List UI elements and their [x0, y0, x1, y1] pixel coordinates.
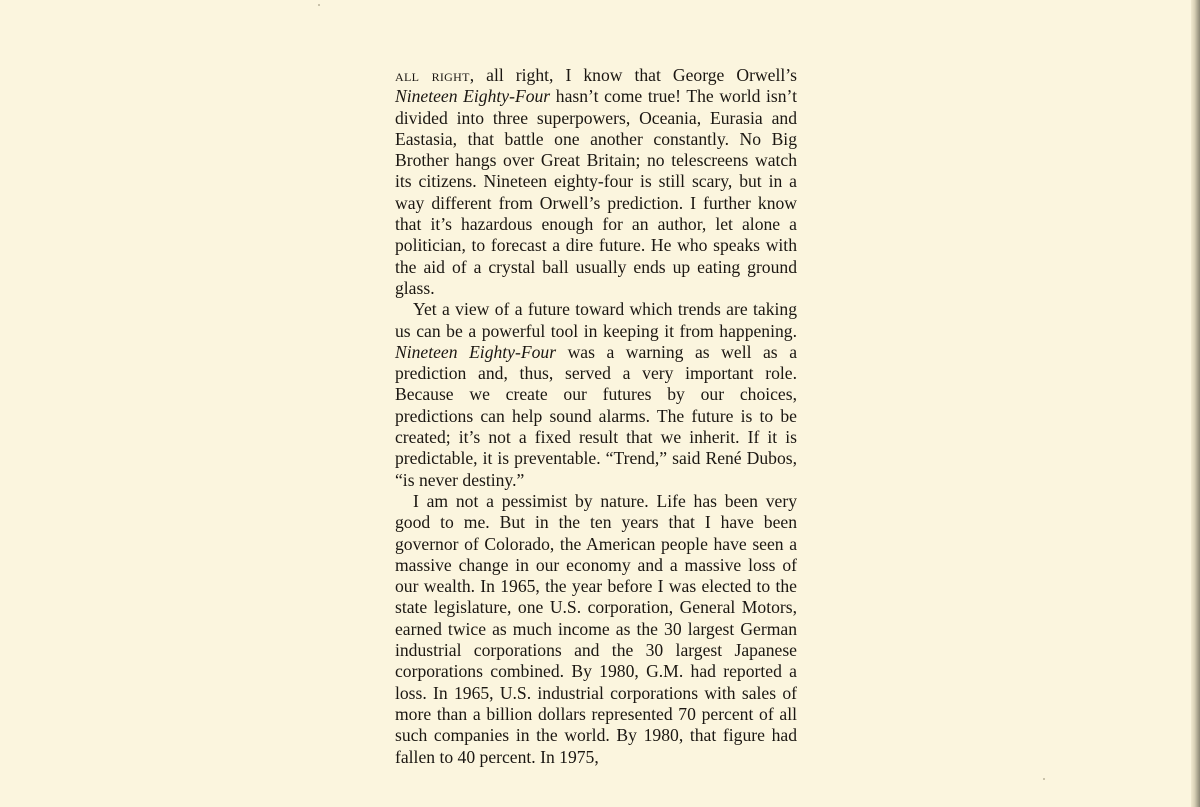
paragraph-3: I am not a pessimist by nature. Life has been very good to me. But in the ten years that I have been governor of Colorado, the American people have seen a massive change in our economy and a massive loss of our wealth. In 1965, the year before I was elected to the state legislature, one U.S. corporation, General Motors, earned twice as much income as the 30 largest German industrial corporations and the 30 largest Japanese corporations combined. By 1980, G.M. had reported a loss. In 1965, U.S. industrial corporations with sales of more than a billion dollars represented 70 percent of all such companies in the world. By 1980, that figure had fallen to 40 percent. In 1975,: [395, 490, 797, 767]
book-title-italic: Nineteen Eighty-Four: [395, 86, 551, 107]
paragraph-2-text-a: Yet a view of a future toward which trends are taking us can be a powerful tool in keeping it from happening.: [395, 299, 797, 341]
paper-speck: [1043, 778, 1045, 780]
paragraph-2: [395, 299, 797, 491]
page-edge-shadow: [1191, 0, 1200, 807]
paragraph-1: [395, 65, 797, 299]
paragraph-2-text-b: was a warning as well as a prediction and, thus, served a very important role. Because we create our futures by our choices, predictions can help sound alarms. The future is to be created; it’s not a fixed result that we inherit. If it is predictable, it is preventable. “Trend,” said René Dubos, “is never destiny.”: [395, 341, 797, 490]
book-title-italic: Nineteen Eighty-Four: [395, 341, 557, 362]
paper-speck: [318, 4, 320, 6]
paragraph-1-text-a: , all right, I know that George Orwell’s: [469, 65, 797, 85]
paragraph-1-text-b: hasn’t come true! The world isn’t divided into three superpowers, Oceania, Eurasia and Eastasia, that battle one another constantly. No Big Brother hangs over Great Britain; no telescreens watch its citizens. Nineteen eighty-four is still scary, but in a way different from Orwell’s prediction. I further know that it’s hazardous enough for an author, let alone a politician, to forecast a dire future. He who speaks with the aid of a crystal ball usually ends up eating ground glass.: [395, 86, 797, 298]
article-column: [395, 65, 797, 768]
lead-in-small-caps: all right: [395, 65, 470, 85]
